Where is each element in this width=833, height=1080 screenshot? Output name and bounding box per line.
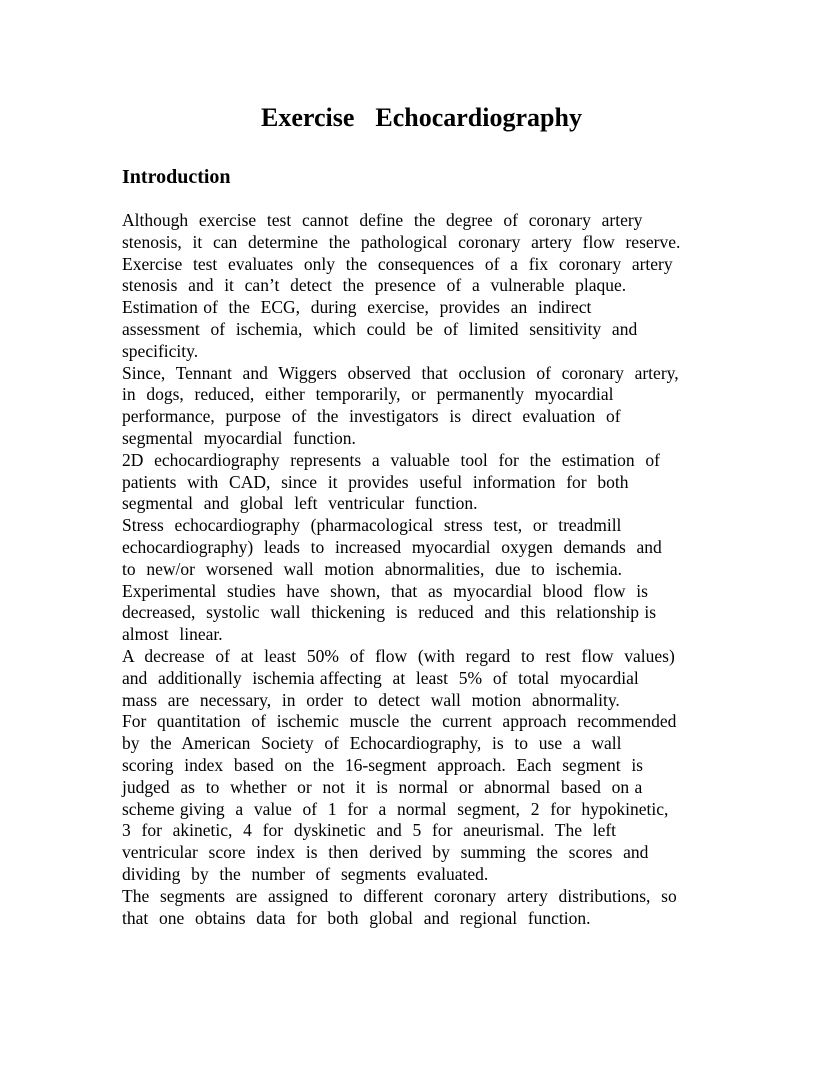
text-line: in dogs, reduced, either temporarily, or permanently myocardial: [122, 384, 614, 405]
text-line: specificity.: [122, 340, 199, 361]
text-line: to new/or worsened wall motion abnormalities, due to ischemia.: [122, 558, 623, 579]
text-line: segmental and global left ventricular function.: [122, 493, 478, 514]
text-line: echocardiography) leads to increased myocardial oxygen demands and: [122, 536, 662, 557]
text-line: Exercise test evaluates only the consequences of a fix coronary artery: [122, 253, 673, 274]
text-line: 2D echocardiography represents a valuable tool for the estimation of: [122, 449, 660, 470]
text-line: and additionally ischemia affecting at least 5% of total myocardial: [122, 667, 639, 688]
text-line: Stress echocardiography (pharmacological stress test, or treadmill: [122, 515, 622, 536]
text-line: ventricular score index is then derived by summing the scores and: [122, 842, 649, 863]
text-line: performance, purpose of the investigators is direct evaluation of: [122, 406, 621, 427]
text-line: Since, Tennant and Wiggers observed that occlusion of coronary artery,: [122, 362, 679, 383]
text-line: Although exercise test cannot define the degree of coronary artery: [122, 210, 643, 230]
text-line: segmental myocardial function.: [122, 427, 356, 448]
text-line: scoring index based on the 16-segment approach. Each segment is: [122, 754, 643, 775]
text-line: stenosis and it can’t detect the presence of a vulnerable plaque.: [122, 275, 627, 296]
text-line: decreased, systolic wall thickening is reduced and this relationship is: [122, 602, 657, 623]
text-line: scheme giving a value of 1 for a normal segment, 2 for hypokinetic,: [122, 798, 669, 819]
section-heading-introduction: Introduction: [122, 166, 231, 188]
text-line: assessment of ischemia, which could be of limited sensitivity and: [122, 318, 638, 339]
text-line: Experimental studies have shown, that as myocardial blood flow is: [122, 580, 648, 601]
text-line: by the American Society of Echocardiography, is to use a wall: [122, 733, 622, 754]
document-title: Exercise Echocardiography: [261, 103, 582, 132]
text-line: The segments are assigned to different coronary artery distributions, so: [122, 885, 677, 906]
text-line: almost linear.: [122, 624, 223, 645]
body-text: [122, 210, 722, 929]
text-line: stenosis, it can determine the pathological coronary artery flow reserve.: [122, 231, 681, 252]
text-line: 3 for akinetic, 4 for dyskinetic and 5 for aneurismal. The left: [122, 820, 617, 841]
text-line: For quantitation of ischemic muscle the current approach recommended: [122, 711, 677, 732]
text-line: that one obtains data for both global and regional function.: [122, 907, 591, 928]
text-line: Estimation of the ECG, during exercise, provides an indirect: [122, 297, 592, 318]
text-line: mass are necessary, in order to detect wall motion abnormality.: [122, 689, 620, 710]
text-line: patients with CAD, since it provides useful information for both: [122, 471, 629, 492]
text-line: dividing by the number of segments evaluated.: [122, 863, 489, 884]
text-line: judged as to whether or not it is normal or abnormal based on a: [122, 776, 643, 797]
text-line: A decrease of at least 50% of flow (with regard to rest flow values): [122, 645, 675, 666]
